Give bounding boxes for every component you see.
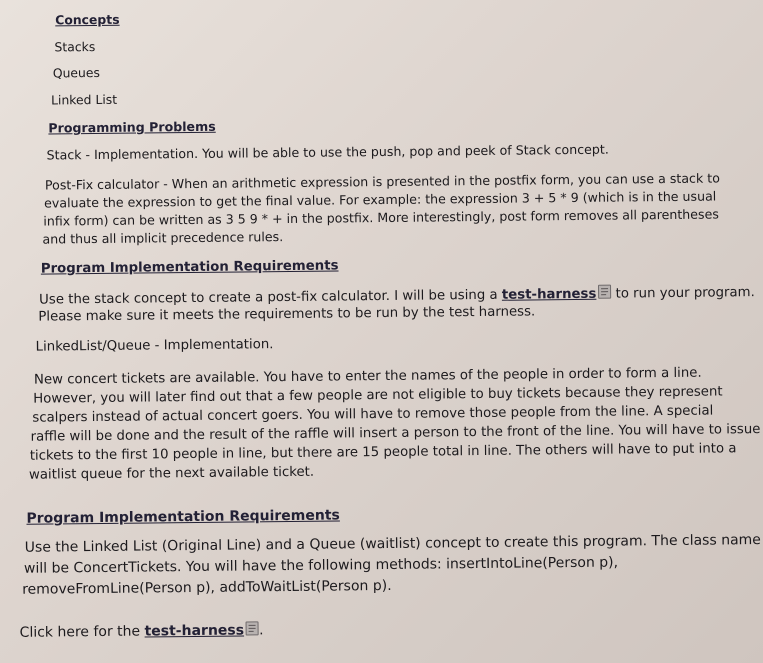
linkedlist-line-5: tickets to the first 10 people in line, but there are 15 people total in line. The others will have to put into a: [29, 441, 737, 464]
document-icon[interactable]: [246, 621, 259, 635]
programming-problems-heading: Programming Problems: [48, 118, 216, 136]
click-here-line: [20, 621, 264, 641]
concepts-heading: Concepts: [55, 11, 120, 28]
req2-line-3: removeFromLine(Person p), addToWaitList(Person p).: [22, 577, 392, 598]
req2-line-1: Use the Linked List (Original Line) and a Queue (waitlist) concept to create this program. The class name: [24, 532, 761, 556]
req1-heading: Program Implementation Requirements: [40, 258, 339, 277]
document-icon[interactable]: [598, 285, 611, 299]
concept-linked-list: Linked List: [50, 91, 118, 108]
req1-line-2: Please make sure it meets the requirements to be run by the test harness.: [38, 304, 536, 325]
linkedlist-title: LinkedList/Queue - Implementation.: [35, 337, 274, 355]
concept-stacks: Stacks: [54, 39, 96, 55]
req1-line-1-tail: to run your program.: [611, 285, 755, 302]
linkedlist-line-3: scalpers instead of actual concert goers. You will have to remove those people from the line. A special: [32, 403, 714, 426]
linkedlist-line-1: New concert tickets are available. You have to enter the names of the people in order to form a line.: [33, 365, 702, 388]
linkedlist-line-4: raffle will be done and the result of the raffle will insert a person to the front of the line. You will have to issue: [30, 422, 761, 445]
postfix-line-3: infix form) can be written as 3 5 9 * + in the postfix. More interestingly, post form removes all parentheses: [43, 206, 719, 229]
postfix-line-2: evaluate the expression to get the final value. For example: the expression 3 + 5 * 9 (which is in the usual: [44, 188, 717, 211]
req2-line-2: will be ConcertTickets. You will have the following methods: insertIntoLine(Person p),: [23, 554, 619, 577]
stack-implementation-text: Stack - Implementation. You will be able to use the push, pop and peek of Stack concept.: [46, 141, 609, 163]
test-harness-link[interactable]: test-harness: [501, 286, 597, 303]
concept-queues: Queues: [52, 64, 101, 81]
postfix-line-4: and thus all implicit precedence rules.: [42, 229, 284, 247]
req1-line-1-text: Use the stack concept to create a post-fix calculator. I will be using a: [39, 287, 502, 308]
linkedlist-line-6: waitlist queue for the next available ticket.: [28, 464, 315, 483]
linkedlist-line-2: However, you will later find out that a few people are not eligible to buy tickets because they represent: [33, 384, 723, 407]
req1-line-1: [39, 283, 755, 307]
click-here-text: Click here for the: [19, 623, 145, 641]
test-harness-link-2[interactable]: test-harness: [144, 622, 245, 640]
click-here-period: .: [258, 622, 264, 639]
req2-heading: Program Implementation Requirements: [26, 507, 340, 527]
postfix-line-1: Post-Fix calculator - When an arithmetic expression is presented in the postfix form, you can use a stack to: [44, 170, 720, 193]
